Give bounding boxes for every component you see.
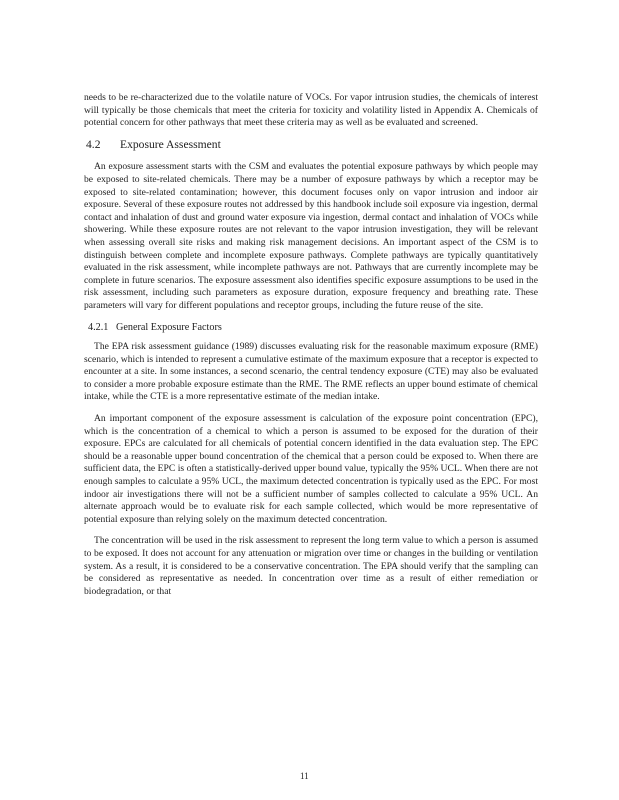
subsection-heading-general-exposure-factors [88, 322, 538, 335]
section-heading-exposure-assessment [86, 139, 538, 152]
section-number: 4.2 [86, 137, 101, 151]
page-body [84, 92, 538, 607]
subsection-title: General Exposure Factors [116, 321, 222, 333]
exposure-factors-paragraph-1: The EPA risk assessment guidance (1989) discusses evaluating risk for the reasonable maximum exposure (RME) scenario, which is intended to represent a cumulative estimate of the maximum exposure that a receptor is expected to encounter at a site. In some instances, a second scenario, the central tendency exposure (CTE) may also be evaluated to consider a more probable exposure estimate than the RME. The RME reflects an upper bound estimate of chemical intake, while the CTE is a more representative estimate of the median intake. [84, 341, 538, 403]
page-number: 11 [300, 771, 309, 781]
intro-paragraph: needs to be re-characterized due to the volatile nature of VOCs. For vapor intrusion studies, the chemicals of interest will typically be those chemicals that meet the criteria for toxicity and volatility listed in Appendix A. Chemicals of potential concern for other pathways that meet these criteria may as well as be evaluated and screened. [84, 92, 538, 129]
exposure-factors-paragraph-2: An important component of the exposure assessment is calculation of the exposure point concentration (EPC), which is the concentration of a chemical to which a person is assumed to be exposed for the duration of their exposure. EPCs are calculated for all chemicals of potential concern identified in the data evaluation step. The EPC should be a reasonable upper bound concentration of the chemical that a person could be exposed to. When there are sufficient data, the EPC is often a statistically-derived upper bound value, typically the 95% UCL. When there are not enough samples to calculate a 95% UCL, the maximum detected concentration is typically used as the EPC. For most indoor air investigations there will not be a sufficient number of samples collected to calculate a 95% UCL. An alternate approach would be to evaluate risk for each sample collected, which would be more representative of potential exposure than relying solely on the maximum detected concentration. [84, 413, 538, 525]
exposure-factors-paragraph-3: The concentration will be used in the risk assessment to represent the long term value to which a person is assumed to be exposed. It does not account for any attenuation or migration over time or changes in the building or ventilation system. As a result, it is considered to be a conservative concentration. The EPA should verify that the sampling can be considered as representative as needed. In concentration over time as a result of either remediation or biodegradation, or that [84, 535, 538, 597]
section-title: Exposure Assessment [120, 137, 221, 151]
exposure-assessment-paragraph: An exposure assessment starts with the CSM and evaluates the potential exposure pathways by which people may be exposed to site-related chemicals. There may be a number of exposure pathways by which a receptor may be exposed to site-related contamination; however, this document focuses only on vapor intrusion and indoor air exposure. Several of these exposure routes not addressed by this handbook include soil exposure via ingestion, dermal contact and inhalation of dust and ground water exposure via ingestion, dermal contact and inhalation of VOCs while showering. While these exposure routes are not relevant to the vapor intrusion investigation, they will be relevant when assessing overall site risks and making risk management decisions. An important aspect of the CSM is to distinguish between complete and incomplete exposure pathways. Complete pathways are typically quantitatively evaluated in the risk assessment, while incomplete pathways are not. Pathways that are currently incomplete may be complete in future scenarios. The exposure assessment also identifies specific exposure assumptions to be used in the risk assessment, including such parameters as exposure duration, exposure frequency and breathing rate. These parameters will vary for different populations and receptor groups, including the future reuse of the site. [84, 161, 538, 311]
subsection-number: 4.2.1 [88, 321, 109, 333]
